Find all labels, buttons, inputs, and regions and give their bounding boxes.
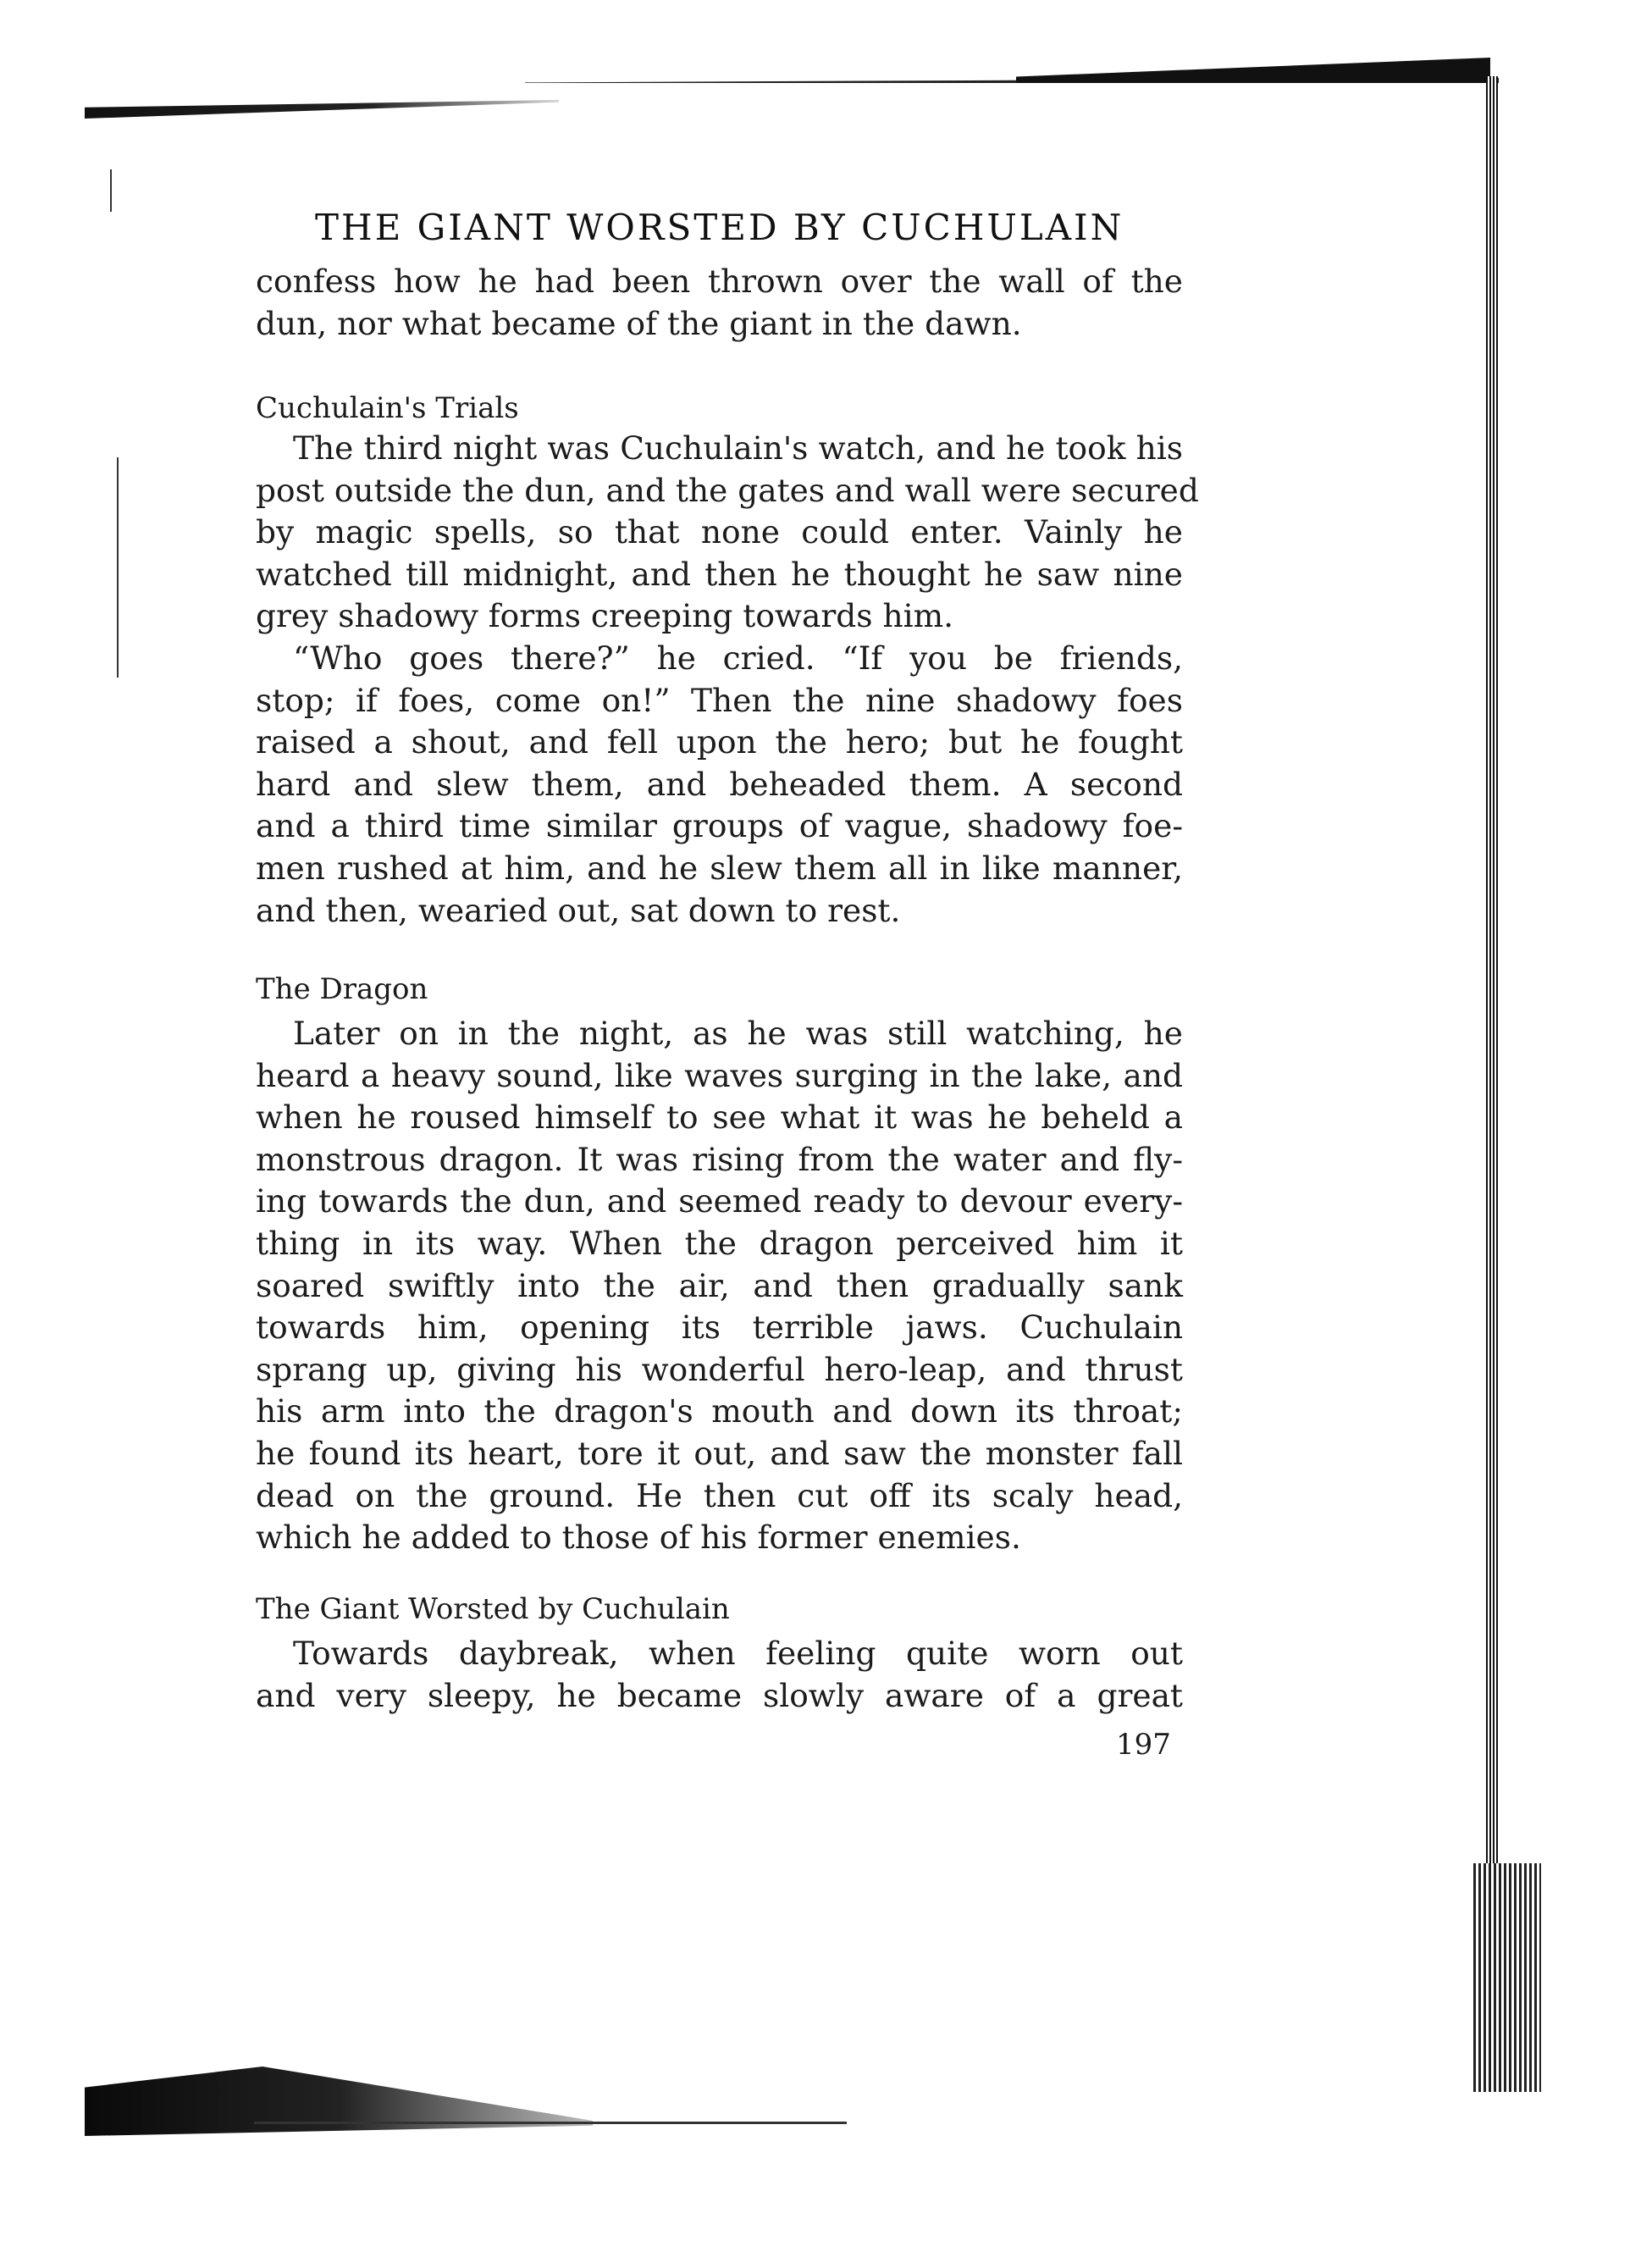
text-line: grey shadowy forms creeping towards him. [256,597,954,635]
text-line: and a third time similar groups of vague, shadowy foe- [256,807,1183,845]
scan-mark-left [110,169,112,212]
text-line: ing towards the dun, and seemed ready to devour every- [256,1182,1183,1220]
text-line: and very sleepy, he became slowly aware of a great [256,1676,1183,1714]
text-line: and then, wearied out, sat down to rest. [256,891,901,929]
opening-paragraph [256,261,1183,345]
text-line: watched till midnight, and then he thought he saw nine [256,555,1183,593]
text-line: he found its heart, tore it out, and saw the monster fall [256,1434,1183,1472]
text-line: thing in its way. When the dragon perceived him it [256,1224,1183,1262]
scan-mark-left [117,457,119,678]
text-line: sprang up, giving his wonderful hero-leap, and thrust [256,1350,1183,1388]
text-line: heard a heavy sound, like waves surging in the lake, and [256,1056,1183,1094]
section-dragon-body [256,1013,1183,1559]
section-heading-trials: Cuchulain's Trials [256,391,519,425]
text-line: confess how he had been thrown over the wall of the [256,263,1183,300]
scan-edge-shadow-top-left [85,100,559,119]
page-number: 197 [1116,1728,1171,1762]
text-line: soared swiftly into the air, and then gradually sank [256,1266,1183,1304]
text-line: raised a shout, and fell upon the hero; but he fought [256,723,1183,761]
text-line: men rushed at him, and he slew them all in like manner, [256,849,1183,887]
section-giant-body [256,1633,1183,1717]
text-line: post outside the dun, and the gates and wall were secured [256,471,1199,509]
text-line: hard and slew them, and beheaded them. A second [256,765,1183,803]
scan-edge-shadow-top-right [1016,58,1490,83]
text-line: when he roused himself to see what it was he beheld a [256,1098,1183,1137]
text-line: towards him, opening its terrible jaws. Cuchulain [256,1309,1183,1347]
section-heading-dragon: The Dragon [256,972,428,1006]
running-head: THE GIANT WORSTED BY CUCHULAIN [315,207,1124,248]
text-line: by magic spells, so that none could enter. Vainly he [256,513,1183,551]
text-line: dun, nor what became of the giant in the dawn. [256,304,1022,342]
scan-edge-line-bottom [254,2122,847,2124]
text-line: “Who goes there?” he cried. “If you be friends, [293,639,1183,677]
text-line: dead on the ground. He then cut off its scaly head, [256,1476,1183,1514]
text-line: which he added to those of his former enemies. [256,1519,1021,1557]
text-line: The third night was Cuchulain's watch, and he took his [293,429,1183,467]
text-line: his arm into the dragon's mouth and down its throat; [256,1392,1183,1430]
section-trials-body [256,428,1199,932]
section-heading-giant: The Giant Worsted by Cuchulain [256,1592,730,1626]
scan-edge-right-lower [1473,1863,1541,2092]
text-line: Later on in the night, as he was still watching, he [293,1015,1183,1052]
scan-edge-shadow-bottom-left [85,2067,593,2136]
text-line: Towards daybreak, when feeling quite worn out [293,1635,1183,1672]
text-line: stop; if foes, come on!” Then the nine shadowy foes [256,681,1183,719]
scan-edge-right [1486,76,1498,2092]
text-line: monstrous dragon. It was rising from the water and fly- [256,1140,1183,1178]
